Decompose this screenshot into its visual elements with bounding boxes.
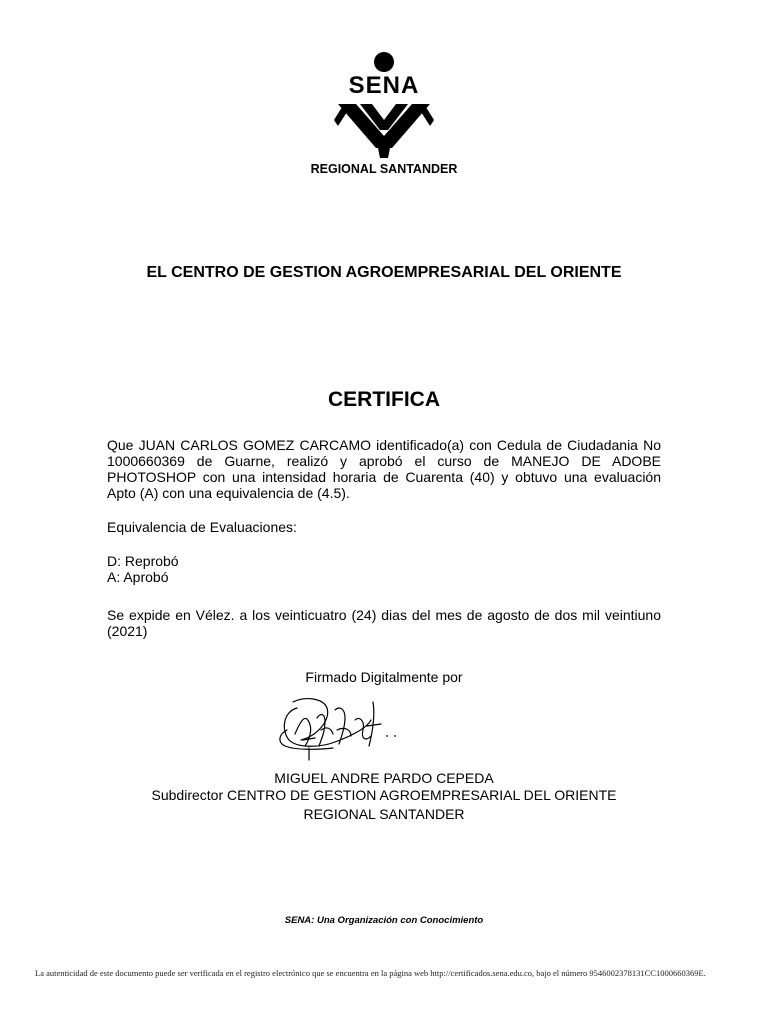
- expedition-statement: Se expide en Vélez. a los veinticuatro (24) dias del mes de agosto de dos mil veintiuno (2021): [107, 607, 661, 639]
- grade-reprobo: D: Reprobó: [107, 553, 179, 569]
- regional-header: REGIONAL SANTANDER: [310, 162, 458, 176]
- sena-motto: SENA: Una Organización con Conocimiento: [284, 915, 484, 926]
- sena-logo-wordmark: SENA: [348, 72, 420, 99]
- centro-title: EL CENTRO DE GESTION AGROEMPRESARIAL DEL ORIENTE: [146, 264, 622, 281]
- handwritten-signature: [275, 690, 405, 762]
- signature-label: Firmado Digitalmente por: [305, 669, 463, 685]
- grade-aprobo: A: Aprobó: [107, 569, 169, 585]
- authenticity-footer: La autenticidad de este documento puede ser verificada en el registro electrónico que se encuentra en la página web http://certificados.sena.edu.co, bajo el número 9546002378131CC1000660369E.: [35, 968, 706, 978]
- equivalence-title: Equivalencia de Evaluaciones:: [107, 519, 297, 535]
- signer-regional: REGIONAL SANTANDER: [303, 806, 465, 822]
- certifica-heading: CERTIFICA: [328, 388, 440, 411]
- signer-role: Subdirector CENTRO DE GESTION AGROEMPRESARIAL DEL ORIENTE: [151, 787, 617, 803]
- certificate-paragraph: Que JUAN CARLOS GOMEZ CARCAMO identificado(a) con Cedula de Ciudadania No 1000660369 de Guarne, realizó y aprobó el curso de MANEJO DE ADOBE PHOTOSHOP con una intensidad horaria de Cuarenta (40) y obtuvo una evaluación Apto (A) con una equivalencia de (4.5).: [107, 437, 661, 501]
- sena-logo-icon: [330, 50, 438, 160]
- signer-name: MIGUEL ANDRE PARDO CEPEDA: [274, 770, 494, 786]
